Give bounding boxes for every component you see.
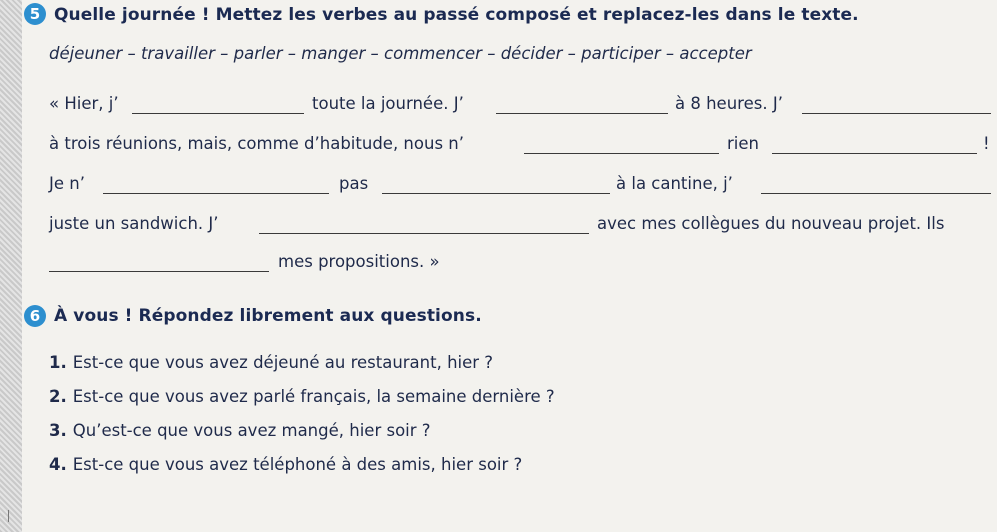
exercise-5-title: Quelle journée ! Mettez les verbes au passé composé et replacez-les dans le texte.	[54, 5, 859, 25]
blank-2[interactable]	[496, 113, 668, 114]
text-segment: Je n’	[49, 174, 85, 193]
blank-10[interactable]	[49, 271, 269, 272]
exercise-6-number-badge	[24, 305, 46, 327]
blank-8[interactable]	[761, 193, 991, 194]
blank-4[interactable]	[524, 153, 719, 154]
blank-3[interactable]	[802, 113, 991, 114]
text-segment: à trois réunions, mais, comme d’habitude, nous n’	[49, 134, 464, 153]
text-segment: à 8 heures. J’	[675, 94, 783, 113]
exercise-5-number-badge	[24, 3, 46, 25]
exercise-5-number: 5	[29, 5, 41, 23]
question-4	[49, 455, 522, 474]
text-segment: !	[983, 134, 990, 153]
text-segment: avec mes collègues du nouveau projet. Ils	[597, 214, 945, 233]
question-text: Qu’est-ce que vous avez mangé, hier soir ?	[72, 421, 431, 440]
page-edge-mark	[8, 510, 9, 522]
text-segment: rien	[727, 134, 759, 153]
text-segment: pas	[339, 174, 369, 193]
question-text: Est-ce que vous avez téléphoné à des amis, hier soir ?	[72, 455, 523, 474]
blank-1[interactable]	[132, 113, 304, 114]
question-text: Est-ce que vous avez parlé français, la semaine dernière ?	[72, 387, 555, 406]
text-segment: toute la journée. J’	[312, 94, 464, 113]
verb-list: déjeuner – travailler – parler – manger – commencer – décider – participer – accepter	[49, 44, 752, 63]
blank-7[interactable]	[382, 193, 610, 194]
question-number: 2.	[49, 387, 67, 406]
question-2	[49, 387, 555, 406]
text-segment: à la cantine, j’	[616, 174, 733, 193]
question-number: 3.	[49, 421, 67, 440]
text-segment: mes propositions. »	[278, 252, 440, 271]
text-segment: « Hier, j’	[49, 94, 119, 113]
question-3	[49, 421, 431, 440]
blank-6[interactable]	[103, 193, 329, 194]
question-number: 4.	[49, 455, 67, 474]
exercise-6-title: À vous ! Répondez librement aux questions.	[54, 306, 482, 326]
text-segment: juste un sandwich. J’	[49, 214, 219, 233]
question-text: Est-ce que vous avez déjeuné au restaurant, hier ?	[72, 353, 494, 372]
blank-5[interactable]	[772, 153, 977, 154]
blank-9[interactable]	[259, 233, 589, 234]
question-1	[49, 353, 493, 372]
question-number: 1.	[49, 353, 67, 372]
exercise-6-number: 6	[29, 307, 41, 325]
